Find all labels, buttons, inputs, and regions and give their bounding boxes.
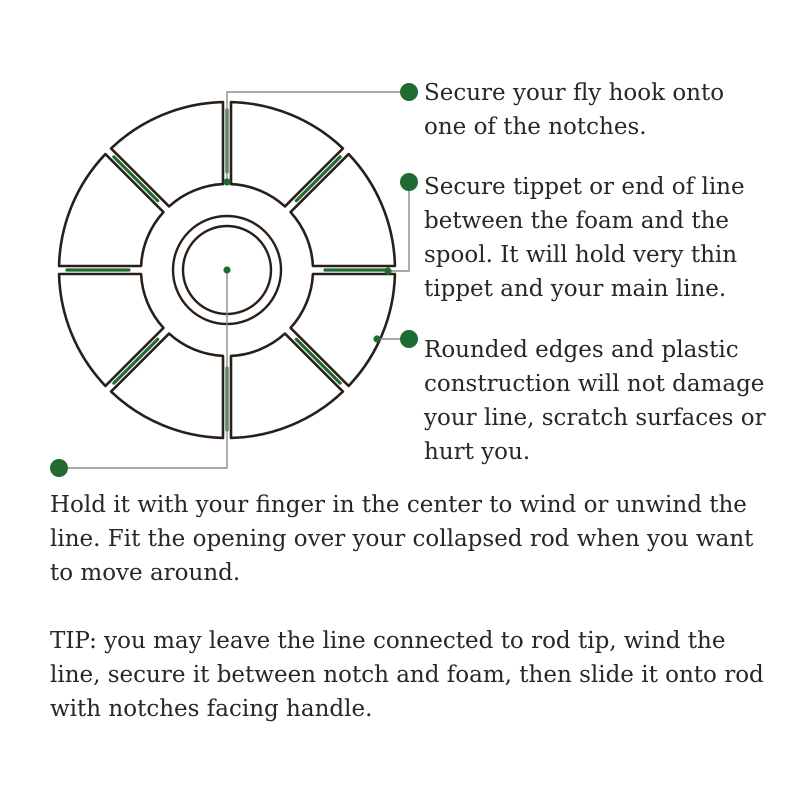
callout-edges-text: Rounded edges and plastic construction will not damage your line, scratch surfaces or hurt you. [424, 337, 766, 465]
callout-dot-icon [400, 173, 418, 191]
callout-dot-icon [400, 83, 418, 101]
anchor-dot-icon [373, 335, 380, 342]
callout-tippet-text: Secure tippet or end of line between the foam and the spool. It will hold very thin tippet and your main line. [424, 174, 745, 302]
callout-dot-icon [50, 459, 68, 477]
callout-dot-icon [400, 330, 418, 348]
anchor-dot-icon [223, 266, 230, 273]
anchor-dot-icon [223, 178, 230, 185]
instruction-hold-text: Hold it with your finger in the center to wind or unwind the line. Fit the opening over your collapsed rod when you want to move around. [50, 492, 754, 586]
instruction-tip-text: TIP: you may leave the line connected to rod tip, wind the line, secure it between notch and foam, then slide it onto rod with notches facing handle. [50, 628, 764, 722]
callout-hook-text: Secure your fly hook onto one of the notches. [424, 80, 725, 140]
anchor-dot-icon [384, 267, 391, 274]
